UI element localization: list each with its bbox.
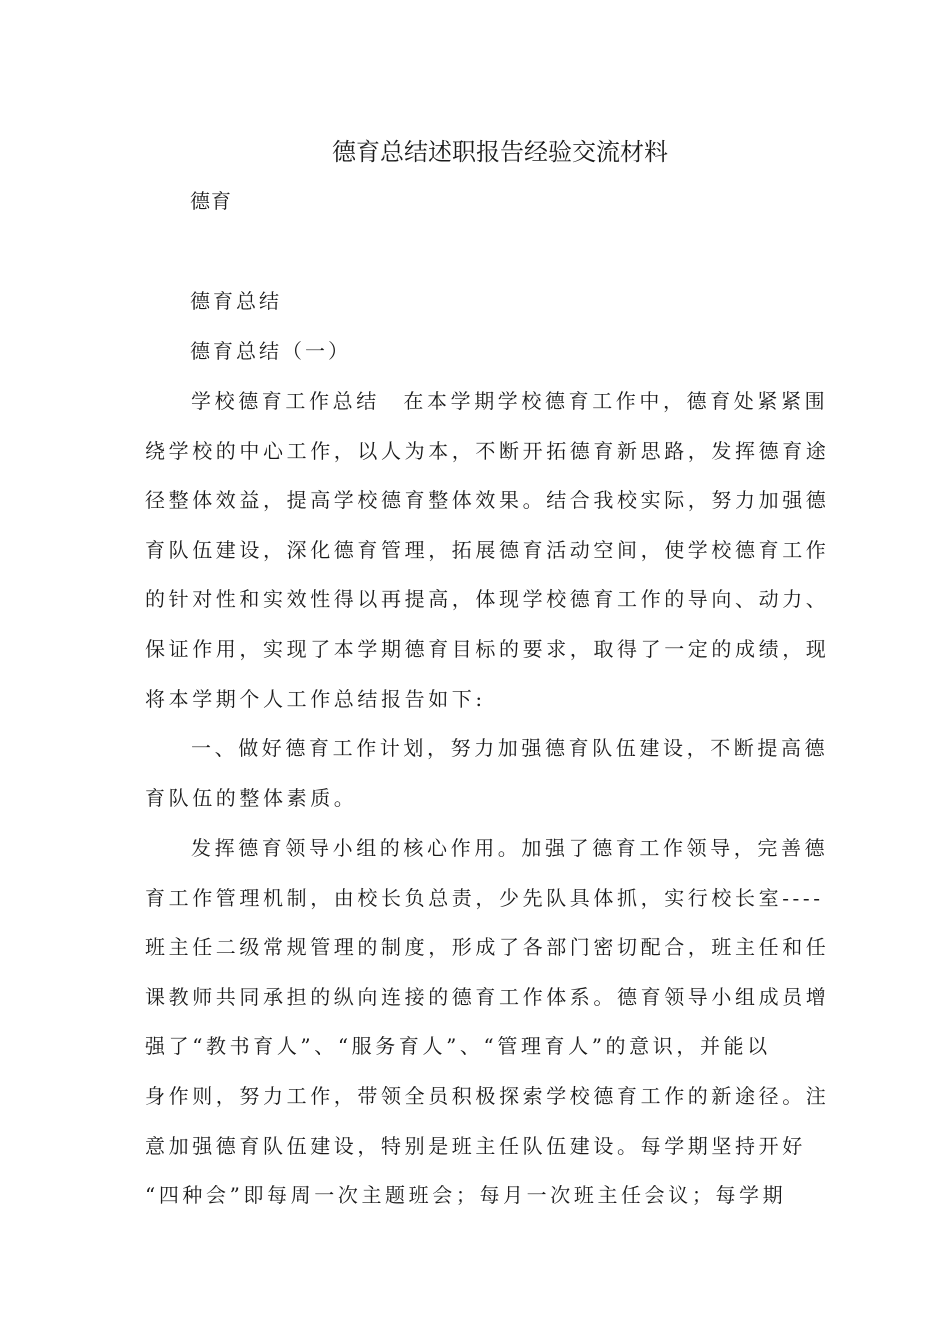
paragraph-line: 育工作管理机制，由校长负总责，少先队具体抓，实行校长室---- bbox=[145, 885, 824, 910]
paragraph-line: 育队伍的整体素质。 bbox=[145, 785, 358, 810]
paragraph-line: 保证作用，实现了本学期德育目标的要求，取得了一定的成绩，现 bbox=[145, 636, 830, 661]
paragraph-line: “四种会”即每周一次主题班会；每月一次班主任会议；每学期 bbox=[145, 1183, 787, 1208]
paragraph-1 bbox=[145, 386, 830, 733]
paragraph-3 bbox=[145, 833, 830, 1230]
paragraph-2 bbox=[145, 733, 829, 832]
paragraph-line: 的针对性和实效性得以再提高，体现学校德育工作的导向、动力、 bbox=[145, 587, 830, 612]
paragraph-line: 课教师共同承担的纵向连接的德育工作体系。德育领导小组成员增 bbox=[145, 984, 830, 1009]
paragraph-line: 育队伍建设，深化德育管理，拓展德育活动空间，使学校德育工作 bbox=[145, 537, 830, 562]
paragraph-line: 将本学期个人工作总结报告如下: bbox=[145, 686, 486, 711]
paragraph-line: 强了“教书育人”、“服务育人”、“管理育人”的意识，并能以 bbox=[145, 1034, 771, 1059]
paragraph-line: 意加强德育队伍建设，特别是班主任队伍建设。每学期坚持开好 bbox=[145, 1133, 806, 1158]
paragraph-line: 一、做好德育工作计划，努力加强德育队伍建设，不断提高德 bbox=[191, 736, 829, 760]
paragraph-line: 身作则，努力工作，带领全员积极探索学校德育工作的新途径。注 bbox=[145, 1083, 830, 1108]
paragraph-line: 发挥德育领导小组的核心作用。加强了德育工作领导，完善德 bbox=[191, 836, 829, 860]
paragraph-line: 学校德育工作总结 在本学期学校德育工作中，德育处紧紧围 bbox=[191, 389, 829, 413]
section-title: 德育总结 bbox=[190, 289, 282, 313]
paragraph-line: 径整体效益，提高学校德育整体效果。结合我校实际，努力加强德 bbox=[145, 488, 830, 513]
document-title: 德育总结述职报告经验交流材料 bbox=[332, 138, 668, 166]
subtitle: 德育 bbox=[190, 189, 232, 213]
paragraph-line: 绕学校的中心工作，以人为本，不断开拓德育新思路，发挥德育途 bbox=[145, 438, 830, 463]
subsection-title: 德育总结（一） bbox=[190, 339, 351, 363]
paragraph-line: 班主任二级常规管理的制度，形成了各部门密切配合，班主任和任 bbox=[145, 935, 830, 960]
